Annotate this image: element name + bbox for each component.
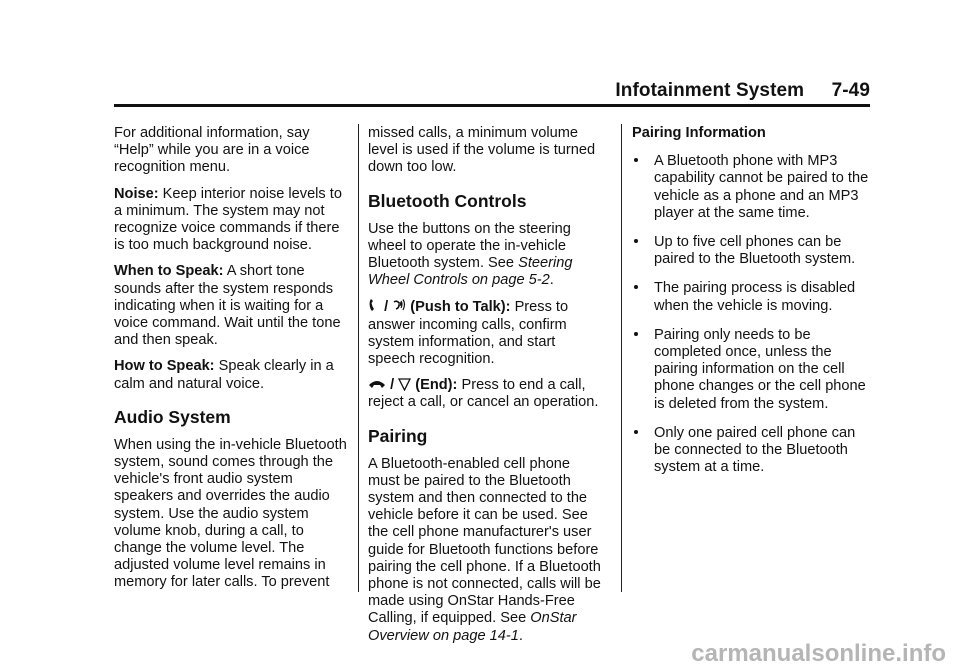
when-label: When to Speak:: [114, 263, 224, 280]
noise-text: Keep interior noise levels to a minimum. The system may not recognize voice commands if there is too much background noise.: [114, 185, 342, 254]
end-label: (End):: [415, 377, 458, 394]
steering-controls-reference: Steering Wheel Controls on page 5-2: [368, 255, 573, 289]
pairing-heading: Pairing: [368, 425, 428, 446]
steering-phone-icon: [368, 298, 380, 313]
column-3: [632, 125, 872, 488]
pairing-info-list: [632, 153, 872, 476]
page-number: 7-49: [831, 80, 870, 101]
paragraph-when-to-speak: [114, 263, 348, 349]
paragraph-pairing: [368, 456, 602, 645]
paragraph-noise: [114, 186, 348, 255]
paragraph-audio: When using the in-vehicle Bluetooth system, sound comes through the vehicle's front audio system speakers and overrides the audio system. Use the audio system volume knob, during a call, to change the volume level. The adjusted volume level remains in memory for later calls. To prevent: [114, 436, 347, 591]
bt-end: .: [549, 272, 554, 289]
bt-text: Use the buttons on the steering wheel to operate the in-vehicle Bluetooth system. See: [368, 220, 571, 272]
paragraph-push-to-talk: [368, 298, 602, 368]
paragraph-help: For additional information, say “Help” while you are in a voice recognition menu.: [114, 125, 310, 176]
section-title: Infotainment System: [615, 80, 805, 101]
voice-icon: [392, 298, 406, 313]
list-item: Pairing only needs to be completed once, unless the pairing information on the cell phone changes or the cell phone is deleted from the system.: [632, 327, 872, 413]
list-item: A Bluetooth phone with MP3 capability cannot be paired to the vehicle as a phone and an MP3 player at the same time.: [632, 153, 872, 222]
how-text: Speak clearly in a calm and natural voice.: [114, 358, 334, 392]
paragraph-end: [368, 377, 602, 411]
slash-1: /: [384, 299, 389, 316]
pairing-text: A Bluetooth-enabled cell phone must be paired to the Bluetooth system and then connected to the vehicle before it can be used. See the cell phone manufacturer's user guide for Bluetooth functions before pairing the cell phone. If a Bluetooth phone is not connected, calls will be made using OnStar Hands-Free Calling, if equipped. See: [368, 455, 601, 627]
end-text: Press to end a call, reject a call, or cancel an operation.: [368, 377, 599, 411]
how-label: How to Speak:: [114, 358, 215, 375]
push-to-talk-label: (Push to Talk):: [410, 299, 511, 316]
list-item: The pairing process is disabled when the vehicle is moving.: [632, 280, 872, 314]
paragraph-continued: missed calls, a minimum volume level is used if the volume is turned down too low.: [368, 125, 596, 176]
column-1: [114, 125, 348, 601]
paragraph-how-to-speak: [114, 358, 348, 392]
bluetooth-controls-heading: Bluetooth Controls: [368, 190, 527, 211]
page-header: [615, 80, 870, 102]
audio-system-heading: Audio System: [114, 406, 231, 427]
push-to-talk-text: Press to answer incoming calls, confirm system information, and start speech recognition.: [368, 299, 569, 368]
slash-2: /: [390, 377, 395, 394]
when-text: A short tone sounds after the system responds indicating when it is waiting for a voice command. Wait until the tone and then speak.: [114, 263, 341, 349]
paragraph-bluetooth-controls: [368, 221, 602, 290]
column-2: [368, 125, 602, 654]
list-item: Up to five cell phones can be paired to the Bluetooth system.: [632, 234, 872, 268]
onstar-reference: OnStar Overview on page 14-1: [368, 610, 577, 644]
column-divider-2: [621, 124, 622, 592]
list-item: Only one paired cell phone can be connected to the Bluetooth system at a time.: [632, 425, 872, 477]
end-call-icon: [368, 377, 386, 391]
header-rule: [114, 104, 870, 107]
watermark: carmanualsonline.info: [691, 640, 946, 667]
noise-label: Noise:: [114, 185, 159, 202]
mute-triangle-icon: [398, 378, 411, 391]
pairing-end: .: [518, 627, 523, 644]
pairing-information-title: Pairing Information: [632, 125, 766, 141]
column-divider-1: [358, 124, 359, 592]
